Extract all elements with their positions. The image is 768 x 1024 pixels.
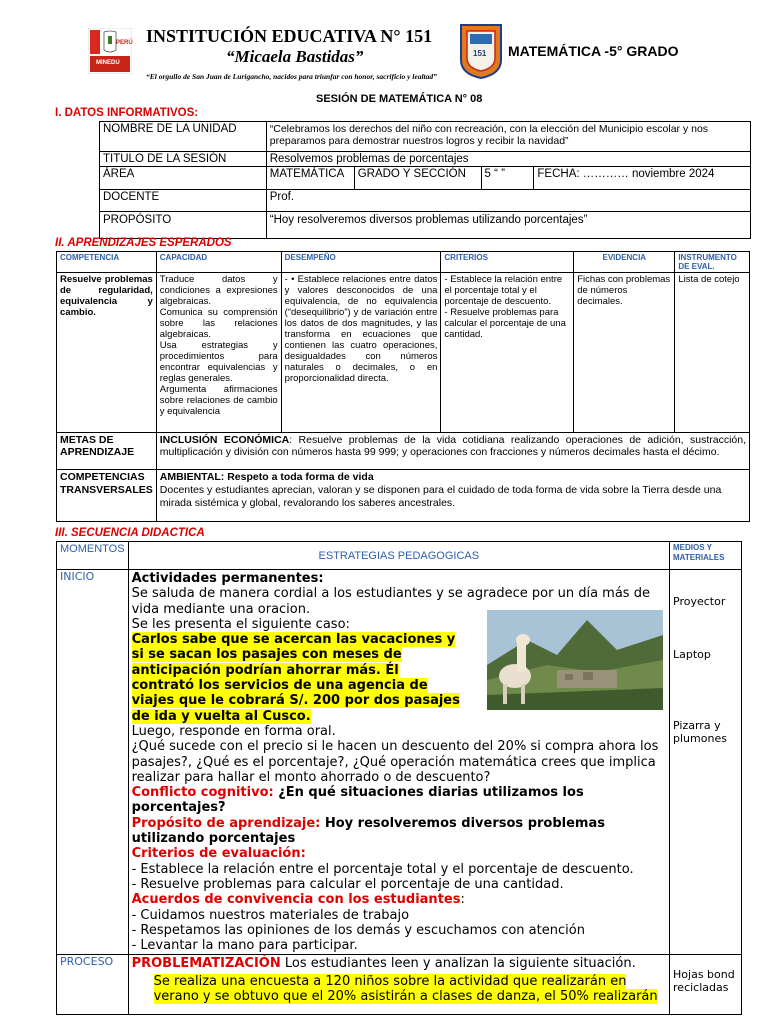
moment-proceso: PROCESO xyxy=(57,955,129,1015)
purpose-text-3: Hoy resolveremos diversos problemas utilizando porcentajes xyxy=(131,815,605,847)
date-value: FECHA: ………… noviembre 2024 xyxy=(534,167,751,190)
agreement-item: - Levantar la mano para participar. xyxy=(131,938,358,954)
competencia-cell: Resuelve problemas de regularidad, equivalencia y cambio. xyxy=(57,273,157,433)
inicio-greeting: Se saluda de manera cordial a los estudiantes y se agradece por un día más de vida mediante una oracion. xyxy=(131,586,650,617)
purpose-label: PROPÓSITO xyxy=(100,212,267,239)
machu-picchu-photo xyxy=(487,610,663,710)
purpose-value: “Hoy resolveremos diversos problemas utilizando porcentajes” xyxy=(266,212,750,239)
section-2-title: II. APRENDIZAJES ESPERADOS xyxy=(55,237,232,249)
conflict-label: Conflicto cognitivo: xyxy=(131,785,274,801)
crest-number: 151 xyxy=(473,49,487,58)
teacher-label: DOCENTE xyxy=(100,190,267,212)
criteria-item: - Establece la relación entre el porcentaje total y el porcentaje de descuento. xyxy=(131,861,634,877)
header-media: MEDIOS Y MATERIALES xyxy=(670,542,742,570)
area-label: ÁREA xyxy=(100,167,267,190)
minedu-logo xyxy=(88,28,132,74)
agreements-label: Acuerdos de convivencia con los estudiantes xyxy=(131,892,461,908)
capacidad-item: Usa estrategias y procedimientos para encontrar equivalencias y reglas generales. xyxy=(159,340,278,384)
problem-situation: Se realiza una encuesta a 120 niños sobre la actividad que realizarán en verano y se obtuvo que el 20% asistirán a clases de danza, el 50% realizarán xyxy=(153,973,658,1005)
comp-cell xyxy=(156,470,749,522)
comp-label: COMPETENCIAS TRANSVERSALES xyxy=(57,470,157,522)
school-title: INSTITUCIÓN EDUCATIVA N° 151 xyxy=(146,26,433,46)
capacidad-item: Comunica su comprensión sobre las relaciones algebraicas. xyxy=(159,307,278,340)
header-strategies: ESTRATEGIAS PEDAGOGICAS xyxy=(128,542,669,570)
header-capacidad: CAPACIDAD xyxy=(156,252,281,273)
header-evidencia: EVIDENCIA xyxy=(574,252,675,273)
criterio-item: - Establece la relación entre el porcentaje total y el porcentaje de descuento. xyxy=(444,274,563,307)
comp-title: AMBIENTAL: Respeto a toda forma de vida xyxy=(159,471,374,483)
school-crest xyxy=(458,22,504,80)
inicio-case-intro: Se les presenta el siguiente caso: xyxy=(131,616,350,632)
unit-value: “Celebramos los derechos del niño con recreación, con la elección del Municipio escolar y nos preparamos para demostrar nuestros logros y recibir la navidad” xyxy=(266,122,750,152)
metas-cell xyxy=(156,433,749,470)
session-title: SESIÓN DE MATEMÁTICA N° 08 xyxy=(316,93,483,105)
material-item: Proyector xyxy=(673,595,726,608)
criteria-label: Criterios de evaluación: xyxy=(131,846,306,862)
agreement-item: - Cuidamos nuestros materiales de trabajo xyxy=(131,907,410,923)
inicio-materials xyxy=(670,570,742,955)
material-item: Laptop xyxy=(673,648,711,661)
conflict-text: ¿En qué situaciones diarias utilizamos los porcentajes? xyxy=(131,785,584,816)
criteria-item: - Resuelve problemas para calcular el porcentaje de una cantidad. xyxy=(131,876,564,892)
capacidad-item: Argumenta afirmaciones sobre relaciones de cambio y equivalencia xyxy=(159,384,278,417)
header-criterios: CRITERIOS xyxy=(441,252,574,273)
session-label: TITULO DE LA SESIÓN xyxy=(100,152,267,167)
info-table xyxy=(99,121,751,239)
material-item: Pizarra y plumones xyxy=(673,719,727,745)
area-value: MATEMÁTICA xyxy=(266,167,354,190)
section-1-title: I. DATOS INFORMATIVOS: xyxy=(55,107,199,119)
learning-table xyxy=(56,251,750,522)
inicio-respond: Luego, responde en forma oral. xyxy=(131,723,336,739)
header-instrumento: INSTRUMENTO DE EVAL. xyxy=(675,252,750,273)
inicio-case: Carlos sabe que se acercan las vacaciones y si se sacan los pasajes con meses de anticipación podrían ahorrar más. Él contrató los servicios de una agencia de viajes que le cobrará S/. 200 por dos pasajes de ida y vuelta al Cusco. xyxy=(131,632,460,724)
metas-label: METAS DE APRENDIZAJE xyxy=(57,433,157,470)
header-competencia: COMPETENCIA xyxy=(57,252,157,273)
evidencia-cell: Fichas con problemas de números decimales. xyxy=(574,273,675,433)
instrumento-cell: Lista de cotejo xyxy=(675,273,750,433)
capacidad-item: Traduce datos y condiciones a expresiones algebraicas. xyxy=(159,274,278,307)
material-item: Hojas bond recicladas xyxy=(673,968,735,995)
school-name: “Micaela Bastidas” xyxy=(226,47,364,66)
purpose-label-3: Propósito de aprendizaje: xyxy=(131,815,321,831)
teacher-value: Prof. xyxy=(266,190,750,212)
grade-label: GRADO Y SECCIÓN xyxy=(354,167,481,190)
minedu-label: MINEDU xyxy=(96,60,120,66)
header-desempeno: DESEMPEÑO xyxy=(281,252,441,273)
proceso-materials xyxy=(670,955,742,1015)
grade-value: 5 “ ” xyxy=(481,167,534,190)
problem-heading: PROBLEMATIZACIÓN xyxy=(131,956,281,972)
grade-title: MATEMÁTICA -5° GRADO xyxy=(508,43,679,59)
moment-inicio: INICIO xyxy=(57,570,129,955)
header-moment: MOMENTOS xyxy=(57,542,129,570)
agreement-item: - Respetamos las opiniones de los demás y escuchamos con atención xyxy=(131,922,585,938)
unit-label: NOMBRE DE LA UNIDAD xyxy=(100,122,267,152)
criterios-cell xyxy=(441,273,574,433)
desempeno-cell: - • Establece relaciones entre datos y valores desconocidos de una equivalencia, de no equivalencia (“desequilibrio”) y de variación entre los datos de dos magnitudes, y las transforma en ecuaciones que contienen las cuatro operaciones, desigualdades con números naturales o decimales, o en proporcionalidad directa. xyxy=(281,273,441,433)
peru-label: PERÚ xyxy=(116,40,133,46)
session-value: Resolvemos problemas de porcentajes xyxy=(266,152,750,167)
capacidad-cell xyxy=(156,273,281,433)
problem-intro: Los estudiantes leen y analizan la siguiente situación. xyxy=(280,956,636,972)
proceso-strategies xyxy=(128,955,669,1015)
section-3-title: III. SECUENCIA DIDACTICA xyxy=(55,527,205,539)
comp-text: Docentes y estudiantes aprecian, valoran y se disponen para el cuidado de toda forma de vida sobre la Tierra desde una mirada sistémica y global, revalorando los saberes ancestrales. xyxy=(159,484,722,509)
metas-text: : Resuelve problemas de la vida cotidiana realizando operaciones de adición, sustracción, multiplicación y división con números hasta 99 999; y operaciones con fracciones y números decimales hasta el décimo. xyxy=(159,434,747,458)
inicio-heading: Actividades permanentes: xyxy=(131,571,324,586)
school-motto: “El orgullo de San Juan de Lurigancho, nacidos para triunfar con honor, sacrificio y lealtad” xyxy=(146,72,437,81)
inicio-questions: ¿Qué sucede con el precio si le hacen un descuento del 20% si compra ahora los pasajes?, ¿Qué es el porcentaje?, ¿Qué operación matemática crees que implica realizar para hallar el monto ahorrado o de descuento? xyxy=(131,739,659,785)
metas-title: INCLUSIÓN ECONÓMICA xyxy=(159,434,290,446)
criterio-item: - Resuelve problemas para calcular el porcentaje de una cantidad. xyxy=(444,307,566,340)
inicio-strategies: Actividades permanentes: Se saluda de manera cordial a los estudiantes y se agradece por un día más de vida mediante una oracion. Se les presenta el siguiente caso: Carlos sabe que se acercan las vacaciones y si se sacan los pasajes con meses de anticipación podrían ahorrar más. Él contrató los servicios de una agencia de viajes que le cobrará S/. 200 por dos pasajes de ida y vuelta al Cusco. Luego, responde en forma oral. ¿Qué sucede con el precio si le hacen un descuento del 20% si compra ahora los pasajes?, ¿Qué es el porcentaje?, ¿Qué operación matemática crees que implica realizar para hallar el monto ahorrado o de descuento? Conflicto cognitivo: ¿En qué situaciones diarias utilizamos los porcentajes? Propósito de aprendizaje: Hoy resolveremos diversos problemas utilizando porcentajes Criterios de evaluación: - Establece la relación entre el porcentaje total y el porcentaje de descuento. - Resuelve problemas para calcular el porcentaje de una cantidad. Acuerdos de convivencia con los estudiantes: - Cuidamos nuestros materiales de trabajo - Respetamos las opiniones de los demás y escuchamos con atención - Levantar la mano para participar. xyxy=(128,570,669,955)
